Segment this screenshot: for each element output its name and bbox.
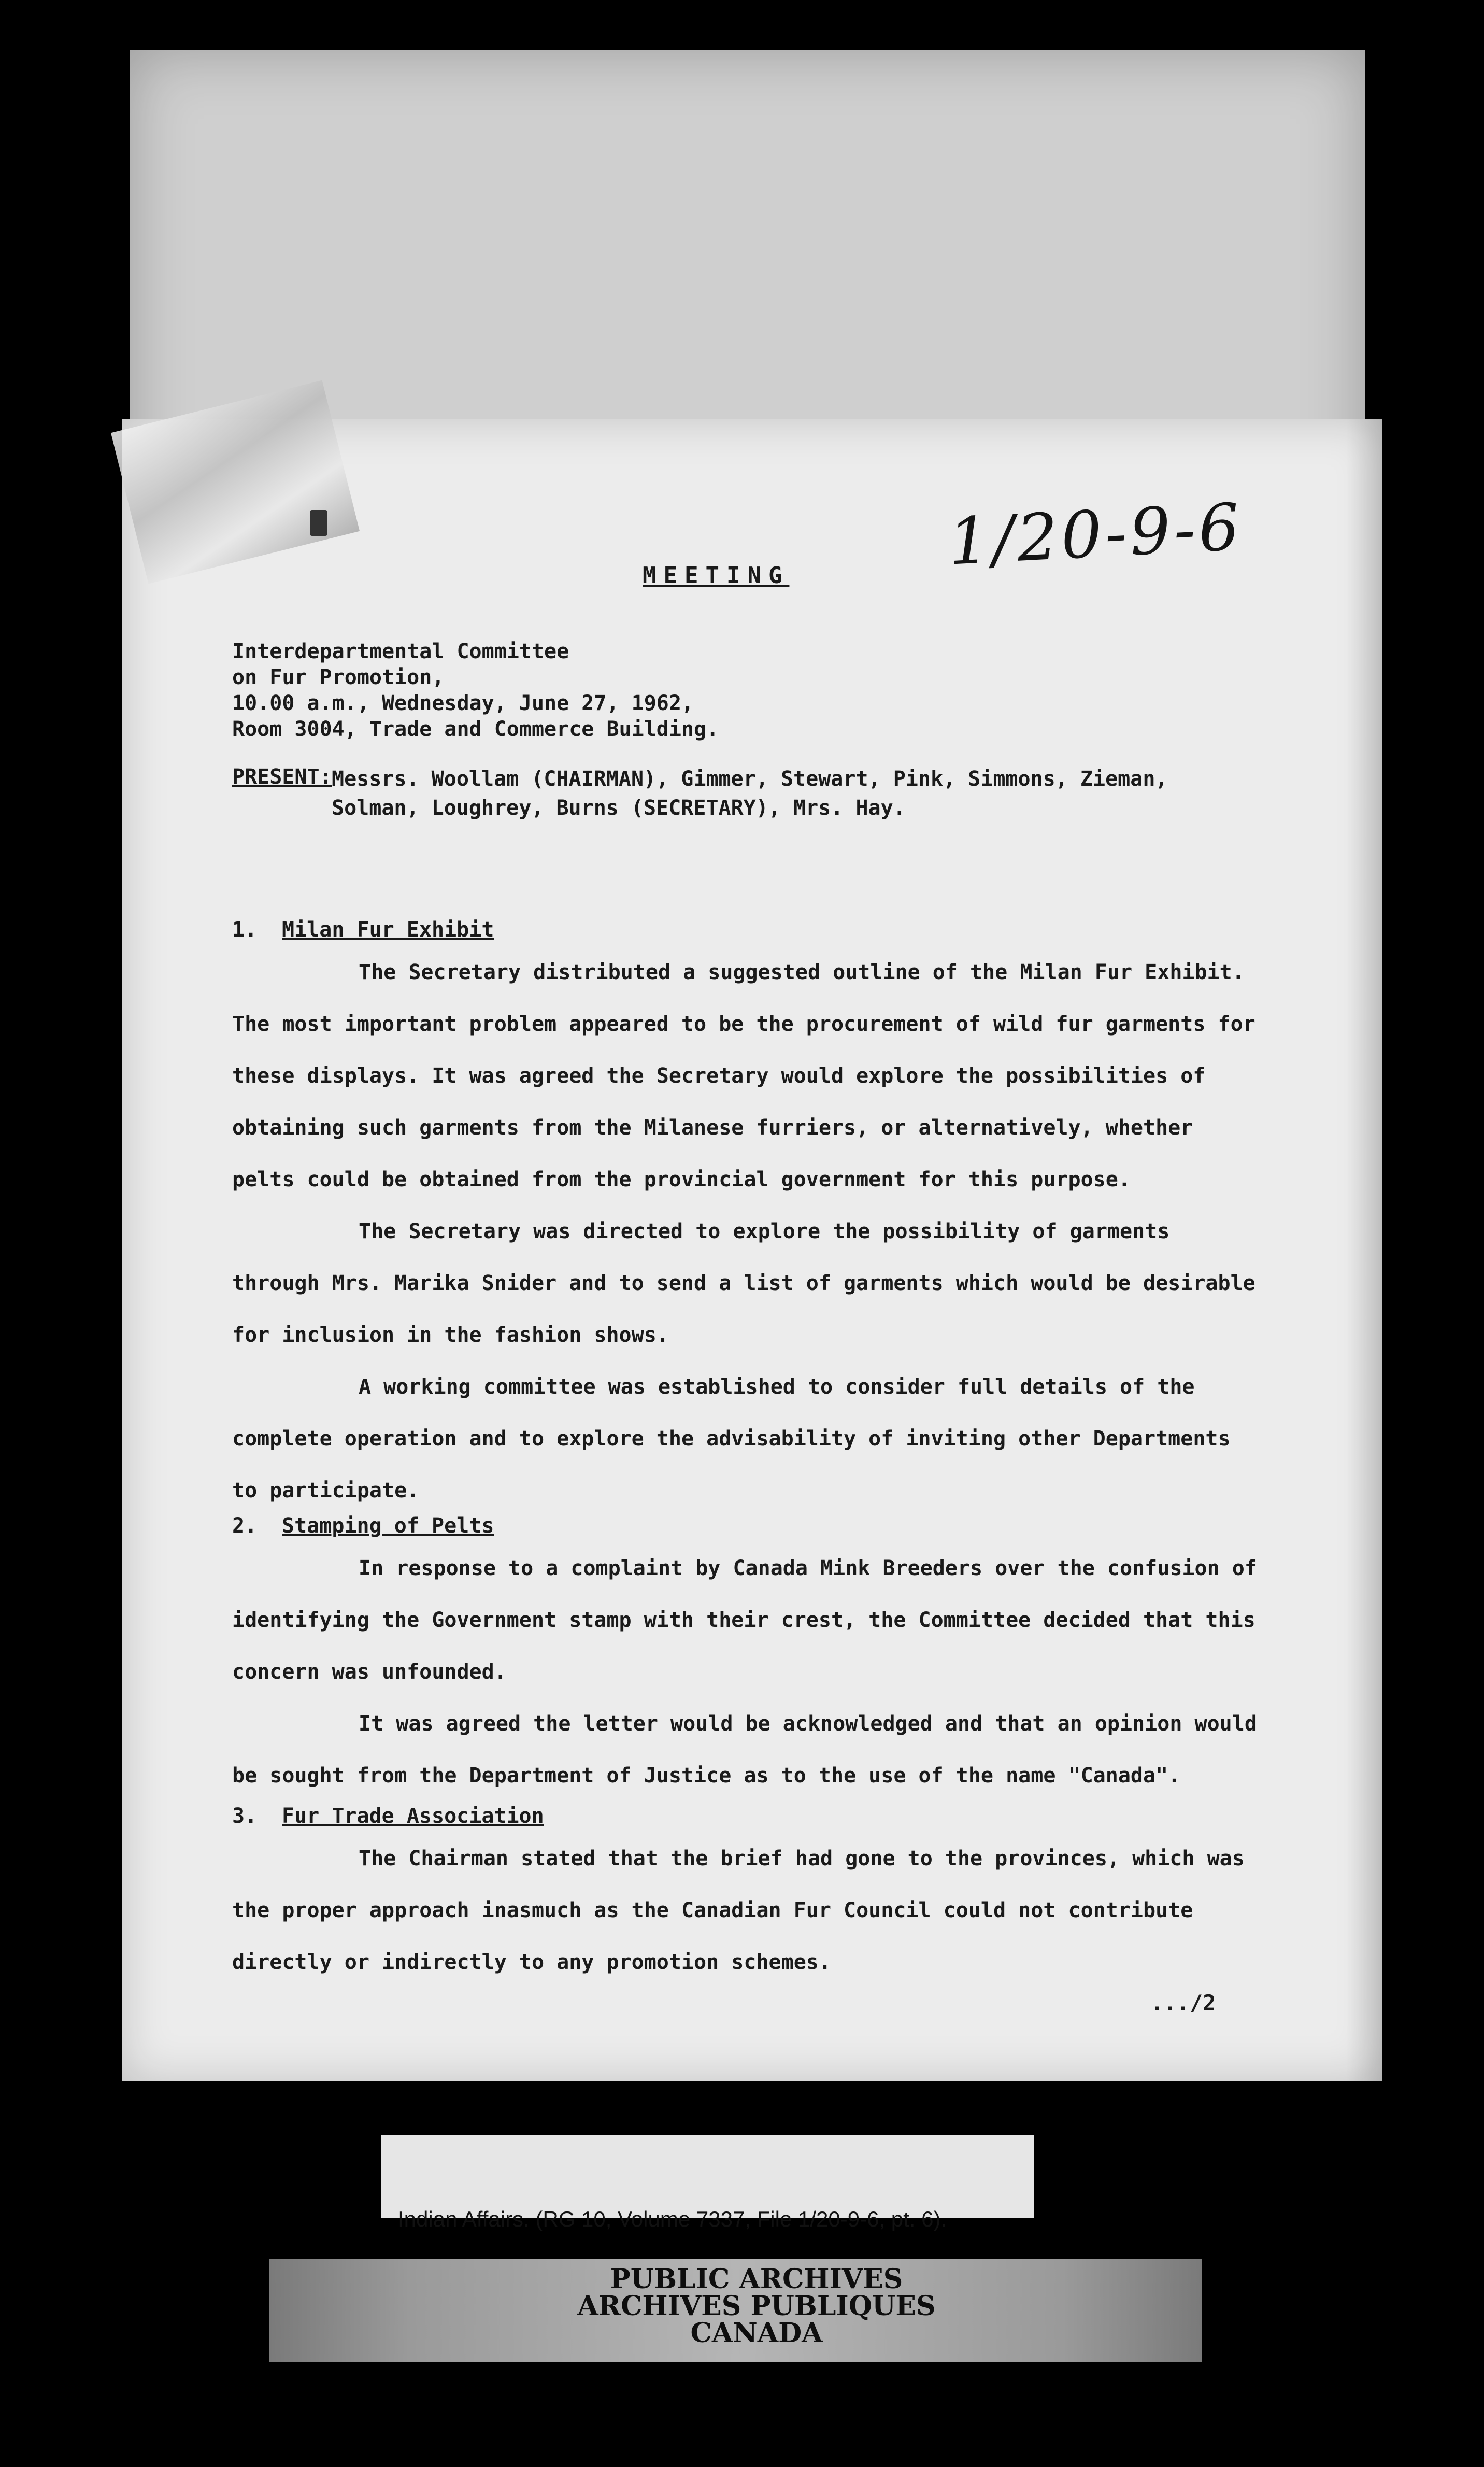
section-number: 3. [232,1804,258,1828]
section-title [232,917,494,942]
archive-stamp [539,2263,974,2349]
meeting-info-line: Interdepartmental Committee [232,640,569,663]
paragraph: It was agreed the letter would be acknowledged and that an opinion would be sought from the Department of Justice as to the use of the name "Canada". [232,1712,1257,1788]
section-title [232,1513,494,1538]
meeting-info [232,639,719,742]
handwritten-file-number: 1/20-9-6 [946,490,1245,580]
section-title [232,1804,544,1828]
section-heading: Milan Fur Exhibit [282,918,494,942]
page-continuation: ...​/2 [1150,1990,1216,2016]
section-body [232,1542,1258,1802]
section-number: 1. [232,918,258,942]
section-heading: Stamping of Pelts [282,1514,494,1538]
archive-stamp-line: PUBLIC ARCHIVES [610,2263,903,2295]
meeting-info-line: Room 3004, Trade and Commerce Building. [232,717,719,741]
present-attendees: Messrs. Woollam (CHAIRMAN), Gimmer, Stewart, Pink, Simmons, Zieman, Solman, Loughrey, Burns (SECRETARY), Mrs. Hay. [332,767,1168,820]
section-body [232,946,1258,1516]
section-body [232,1833,1258,1988]
archive-stamp-line: ARCHIVES PUBLIQUES [577,2290,936,2322]
paragraph: A working committee was established to consider full details of the complete operation and to explore the advisability of inviting other Departments to participate. [232,1375,1231,1502]
paragraph: The Secretary distributed a suggested outline of the Milan Fur Exhibit. The most important problem appeared to be the procurement of wild fur garments for these displays. It was agreed the Secretary would explore the possibilities of obtaining such garments from the Milanese furriers, or alternatively, whether pelts could be obtained from the provincial government for this purpose. [232,960,1255,1192]
document-heading: MEETING [643,562,790,589]
paragraph: The Secretary was directed to explore the possibility of garments through Mrs. Marika Snider and to send a list of garments which would be desirable for inclusion in the fashion shows. [232,1220,1255,1347]
meeting-info-line: 10.00 a.m., Wednesday, June 27, 1962, [232,691,694,715]
punch-hole-mark [310,510,327,536]
caption-card [381,2135,1034,2218]
meeting-info-line: on Fur Promotion, [232,665,445,689]
present-label: PRESENT: [232,765,332,789]
section-heading: Fur Trade Association [282,1804,544,1828]
archive-stamp-line: CANADA [690,2317,823,2349]
section-number: 2. [232,1514,258,1538]
paragraph: In response to a complaint by Canada Mink Breeders over the confusion of identifying the Government stamp with their crest, the Committee decided that this concern was unfounded. [232,1556,1257,1684]
paragraph: The Chairman stated that the brief had gone to the provinces, which was the proper approach inasmuch as the Canadian Fur Council could not contribute directly or indirectly to any promotion schemes. [232,1847,1245,1974]
archive-caption: Indian Affairs. (RG 10, Volume 7337, File 1/20-9-6, pt. 6). [398,2207,947,2231]
